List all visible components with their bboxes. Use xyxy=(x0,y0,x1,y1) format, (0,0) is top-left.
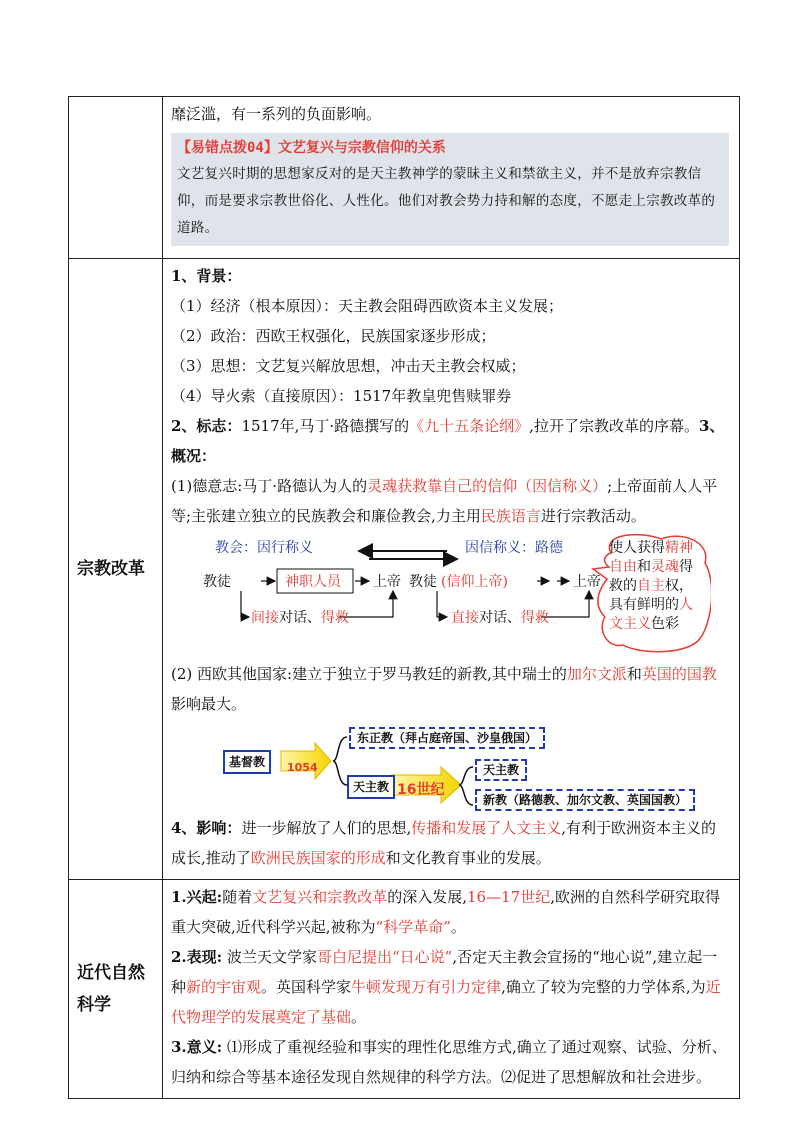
meaning-heading: 3.意义: xyxy=(171,1038,223,1056)
rise-text-red3: “科学革命” xyxy=(375,918,451,936)
other-text-red1: 加尔文派 xyxy=(566,665,627,683)
meaning-paragraph xyxy=(171,1032,729,1092)
direct-a: 直接 xyxy=(451,610,479,626)
sign-heading: 2、标志： xyxy=(171,417,242,435)
show-text-red3: 牛顿发现万有引力定律 xyxy=(351,978,502,996)
label-cell-empty xyxy=(69,97,163,259)
bubble-part: 自主 xyxy=(637,578,665,594)
indirect-loop xyxy=(241,591,249,617)
show-text-e: 。 xyxy=(351,1008,367,1026)
show-text-c: 。英国科学家 xyxy=(261,978,352,996)
direct-label xyxy=(451,609,549,627)
catholic-parent-box: 天主教 xyxy=(347,775,395,799)
god-left: 上帝 xyxy=(373,574,401,590)
tip-body: 文艺复兴时期的思想家反对的是天主教神学的蒙昧主义和禁欲主义，并不是放弃宗教信仰，而是要求宗教世俗化、人性化。他们对教会势力持和解的态度，不愿走上宗教改革的道路。 xyxy=(177,166,716,236)
indirect-a: 间接 xyxy=(251,610,279,626)
brace-16th xyxy=(459,767,473,805)
direct-b: 对话、 xyxy=(479,610,521,626)
rise-text-a: 随着 xyxy=(222,888,253,906)
century-label: 16世纪 xyxy=(397,782,445,798)
faith-diagram xyxy=(171,533,729,655)
content-cell-renaissance xyxy=(163,97,740,259)
church-label: 教会：因行称义 xyxy=(215,540,313,556)
protestant-box: 新教（路德教、加尔文教、英国国教） xyxy=(475,789,695,811)
background-heading: 1、背景： xyxy=(171,267,242,285)
impact-text-red2: 欧洲民族国家的形成 xyxy=(250,849,386,867)
believer-left: 教徒 xyxy=(203,574,231,590)
tip-box xyxy=(171,133,729,246)
bubble-part: 精神自由 xyxy=(609,540,693,575)
rise-paragraph xyxy=(171,882,729,942)
bubble-part: 灵魂 xyxy=(651,559,679,575)
show-text-red1: 哥白尼提出“日心说” xyxy=(316,948,453,966)
show-text-red4: 近代物理学的发展奠定了基础 xyxy=(171,978,721,1026)
indirect-c: 得救 xyxy=(321,610,349,626)
sign-paragraph xyxy=(171,411,729,471)
table-row-renaissance-tail xyxy=(69,97,740,259)
show-paragraph xyxy=(171,942,729,1032)
show-text-red2: 新的宇宙观 xyxy=(186,978,262,996)
overview-heading: 3、概况： xyxy=(171,417,725,465)
rise-text-red2: 16—17世纪 xyxy=(467,888,551,906)
bubble-part: 权，具有鲜明的 xyxy=(609,578,693,613)
orthodox-box: 东正教（拜占庭帝国、沙皇俄国） xyxy=(349,727,545,749)
impact-text-c: 和文化教育事业的发展。 xyxy=(385,849,551,867)
paragraph-top-text: 靡泛滥，有一系列的负面影响。 xyxy=(171,105,382,123)
other-text-a: (2) 西欧其他国家:建立于独立于罗马教廷的新教,其中瑞士的 xyxy=(171,665,567,683)
row-label-science xyxy=(69,880,163,1099)
row-label-reformation: 宗教改革 xyxy=(69,259,163,880)
bubble-text xyxy=(603,535,703,651)
bubble-part: 使人获得 xyxy=(609,540,665,556)
impact-text-red1: 传播和发展了人文主义 xyxy=(411,819,562,837)
clergy-label: 神职人员 xyxy=(285,574,341,590)
impact-text-b: ,有利于欧洲资本主义的成长,推动了 xyxy=(171,819,717,867)
god-right: 上帝 xyxy=(573,574,601,590)
meaning-text: ⑴形成了重视经验和事实的理性化思维方式,确立了通过观察、试验、分析、归纳和综合等基本途径发现自然规律的科学方法。⑵促进了思想解放和社会进步。 xyxy=(171,1038,727,1086)
content-cell-science xyxy=(163,880,740,1099)
luther-text-red2: 民族语言 xyxy=(480,507,541,525)
bubble-part: 色彩 xyxy=(651,616,679,632)
impact-heading: 4、影响： xyxy=(171,819,242,837)
catholic-box: 天主教 xyxy=(475,759,527,781)
tip-title: 【易错点拨04】文艺复兴与宗教信仰的关系 xyxy=(177,140,446,156)
background-item: （4）导火索（直接原因）：1517年教皇兜售赎罪券 xyxy=(171,387,512,405)
rise-text-b: 的深入发展, xyxy=(387,888,468,906)
sign-text-a: 1517年,马丁·路德撰写的 xyxy=(241,417,410,435)
luther-paragraph xyxy=(171,471,729,531)
other-text-b: 和 xyxy=(626,665,642,683)
background-item: （3）思想：文艺复兴解放思想，冲击天主教会权威； xyxy=(171,357,526,375)
other-text-c: 影响最大。 xyxy=(171,695,247,713)
sign-text-b: ,拉开了宗教改革的序幕。 xyxy=(529,417,699,435)
luther-text-a: (1)德意志:马丁·路德认为人的 xyxy=(171,477,368,495)
background-item: （1）经济（根本原因）：天主教会阻碍西欧资本主义发展； xyxy=(171,297,564,315)
table-row-science xyxy=(69,880,740,1099)
bubble-part: 人文主义 xyxy=(609,597,693,632)
impact-text-a: 进一步解放了人们的思想, xyxy=(241,819,412,837)
indirect-b: 对话、 xyxy=(279,610,321,626)
church-split-diagram xyxy=(171,725,729,813)
background-item: （2）政治：西欧王权强化，民族国家逐步形成； xyxy=(171,327,496,345)
luther-label: 因信称义：路德 xyxy=(465,540,563,556)
rise-text-c: ,欧洲的自然科学研究取得重大突破,近代科学兴起,被称为 xyxy=(171,888,720,936)
row-label-line: 科学 xyxy=(77,995,111,1015)
other-paragraph xyxy=(171,659,729,719)
other-text-red2: 英国的国教 xyxy=(641,665,717,683)
content-cell-reformation xyxy=(163,259,740,880)
luther-text-red1: 灵魂获救靠自己的信仰（因信称义） xyxy=(367,477,608,495)
row-label-line: 近代自然 xyxy=(77,963,145,983)
sign-text-red: 《九十五条论纲》 xyxy=(409,417,530,435)
show-text-d: ,确立了较为完整的力学体系,为 xyxy=(501,978,706,996)
believer-right: 教徒 xyxy=(409,574,437,590)
faith-label: (信仰上帝) xyxy=(441,574,508,590)
year-1054: 1054 xyxy=(287,761,318,774)
bubble-part: 和 xyxy=(637,559,651,575)
show-heading: 2.表现: xyxy=(171,948,223,966)
brace-1054 xyxy=(333,737,347,785)
table-row-reformation xyxy=(69,259,740,880)
show-text-b: ,否定天主教会宣扬的“地心说”,建立起一种 xyxy=(171,948,718,996)
show-text-a: 波兰天文学家 xyxy=(222,948,317,966)
luther-text-c: 进行宗教活动。 xyxy=(540,507,646,525)
rise-heading: 1.兴起: xyxy=(171,888,223,906)
impact-paragraph xyxy=(171,813,729,873)
christianity-box: 基督教 xyxy=(223,750,271,774)
content-table xyxy=(68,96,740,1099)
luther-text-b: ;上帝面前人人平等;主张建立独立的民族教会和廉俭教会,力主用 xyxy=(171,477,718,525)
direct-loop xyxy=(437,591,447,617)
rise-text-d: 。 xyxy=(450,918,466,936)
rise-text-red1: 文艺复兴和宗教改革 xyxy=(252,888,388,906)
direct-c: 得救 xyxy=(521,610,549,626)
indirect-label xyxy=(251,609,349,627)
bubble-part: 得救的 xyxy=(609,559,693,594)
